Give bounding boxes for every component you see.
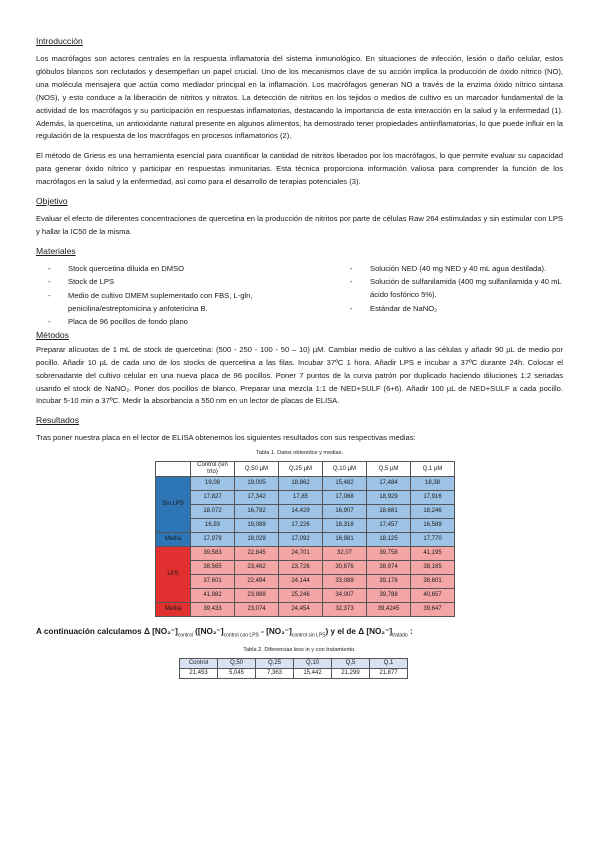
table-cell: 18,125 bbox=[367, 533, 411, 547]
list-item: - Stock quercetina diluida en DMSO bbox=[36, 263, 308, 276]
table-cell: 5,045 bbox=[218, 668, 256, 678]
table-cell: 18,246 bbox=[411, 505, 455, 519]
intro-paragraph-2: El método de Griess es una herramienta esencial para cuantificar la cantidad de nitritos liberados por los macrófagos, lo que permite evaluar su capacidad para generar óxido nítrico y participar en respuestas inmunitarias. Esta técnica proporciona información valiosa para comprender la función de los macrófagos en la salud y la enfermedad, así como para el desarrollo de terapias potenciales (3). bbox=[36, 151, 563, 187]
table-cell: 18,318 bbox=[323, 519, 367, 533]
table-cell: 23,988 bbox=[235, 589, 279, 603]
table-cell: 17,770 bbox=[411, 533, 455, 547]
table-header-cell: Q,10 µM bbox=[323, 462, 367, 477]
row-group-label: Media bbox=[156, 603, 191, 617]
metodos-heading: Métodos bbox=[36, 329, 69, 340]
metodos-section bbox=[36, 330, 563, 409]
resultados-section bbox=[36, 415, 563, 679]
table-cell: 19,005 bbox=[235, 477, 279, 491]
objetivo-section bbox=[36, 196, 563, 239]
table-cell: 39,647 bbox=[411, 603, 455, 617]
table-header-cell: Q,1 bbox=[370, 658, 408, 668]
table-cell: 24,144 bbox=[279, 575, 323, 589]
materiales-right-list bbox=[338, 263, 563, 330]
table-cell: 21,299 bbox=[332, 668, 370, 678]
resultados-intro: Tras poner nuestra placa en el lector de ELISA obtenemos los siguientes resultados con sus respectivas medias: bbox=[36, 433, 416, 443]
table-row bbox=[156, 547, 455, 561]
table-cell: 18,072 bbox=[191, 505, 235, 519]
table-cell: 16,907 bbox=[323, 505, 367, 519]
table-cell: 38,601 bbox=[411, 575, 455, 589]
table-row bbox=[156, 533, 455, 547]
table-cell: 39,4245 bbox=[367, 603, 411, 617]
intro-paragraph-1: Los macrófagos son actores centrales en la respuesta inflamatoria del sistema inmunológico. En situaciones de infección, lesión o daño celular, estos glóbulos blancos son reclutados y desempeñan un papel crucial. Uno de los mecanismos clave de su acción implica la producción de óxido nítrico (NO), una molécula mensajera que actúa como mediador principal en la inflamación. Los macrófagos generan NO a través de la enzima óxido nítrico sintasa (NOS), y esto conduce a la liberación de nitritos y nitratos. La detección de nitritos en los tejidos o medios de cultivo es un marcador fundamental de la actividad de los macrófagos y su participación en respuestas inflamatorias, destacando la importancia de esta interacción en la salud y la enfermedad (1). Además, la quercetina, un antioxidante natural presente en algunos alimentos, ha demostrado tener propiedades antiinflamatorias, lo que puede influir en la regulación de la respuesta de los macrófagos en procesos inflamatorios (2). bbox=[36, 54, 563, 141]
table-row bbox=[156, 589, 455, 603]
table-cell: 7,363 bbox=[256, 668, 294, 678]
table-cell: 15,442 bbox=[294, 668, 332, 678]
table-cell: 40,657 bbox=[411, 589, 455, 603]
document-page bbox=[36, 36, 563, 679]
table-header-cell: Q,50 bbox=[218, 658, 256, 668]
table-cell: 34,007 bbox=[323, 589, 367, 603]
table-header-cell: Q,5 bbox=[332, 658, 370, 668]
table-header-cell: Control (sin trto) bbox=[191, 462, 235, 477]
table2-caption: Tabla 2. Diferencias less in y con tratamiento. bbox=[243, 646, 356, 653]
table-row bbox=[180, 668, 408, 678]
list-item: - Estándar de NaNO₂ bbox=[338, 303, 563, 316]
table-cell: 18,38 bbox=[411, 477, 455, 491]
table-row bbox=[156, 505, 455, 519]
table-header-cell: Q,10 bbox=[294, 658, 332, 668]
materiales-heading: Materiales bbox=[36, 245, 76, 256]
table-cell: 23,074 bbox=[235, 603, 279, 617]
table-row bbox=[156, 477, 455, 491]
table-row bbox=[156, 561, 455, 575]
table-cell: 17,916 bbox=[411, 491, 455, 505]
table-header-cell: Q,50 µM bbox=[235, 462, 279, 477]
table-cell: 19,09 bbox=[191, 477, 235, 491]
table-header-cell: Q,1 µM bbox=[411, 462, 455, 477]
list-item: - Solución NED (40 mg NED y 40 mL agua destilada). bbox=[338, 263, 563, 276]
table-cell: 17,457 bbox=[367, 519, 411, 533]
resultados-heading: Resultados bbox=[36, 415, 79, 426]
table-cell: 38,974 bbox=[367, 561, 411, 575]
table-cell: 32,373 bbox=[323, 603, 367, 617]
table-cell: 41,982 bbox=[191, 589, 235, 603]
list-item: - Stock de LPS bbox=[36, 276, 308, 289]
table-cell: 41,195 bbox=[411, 547, 455, 561]
table-header-cell: Q,25 µM bbox=[279, 462, 323, 477]
table-cell: 24,454 bbox=[279, 603, 323, 617]
table-cell: 39,433 bbox=[191, 603, 235, 617]
table-cell: 32,07 bbox=[323, 547, 367, 561]
table-cell: 16,782 bbox=[235, 505, 279, 519]
table-cell: 22,494 bbox=[235, 575, 279, 589]
table-corner bbox=[156, 462, 191, 477]
row-group-label: LPS bbox=[156, 547, 191, 603]
table-cell: 23,462 bbox=[235, 561, 279, 575]
table-cell: 37,601 bbox=[191, 575, 235, 589]
table-cell: 39,788 bbox=[367, 589, 411, 603]
table-row bbox=[156, 603, 455, 617]
table-cell: 16,981 bbox=[323, 533, 367, 547]
differences-table bbox=[179, 658, 408, 679]
table-cell: 18,029 bbox=[235, 533, 279, 547]
materiales-left-list bbox=[36, 263, 308, 330]
materiales-section bbox=[36, 246, 563, 330]
intro-section bbox=[36, 36, 563, 189]
table-cell: 18,681 bbox=[367, 505, 411, 519]
table-cell: 17,85 bbox=[279, 491, 323, 505]
table-cell: 24,701 bbox=[279, 547, 323, 561]
table-cell: 23,726 bbox=[279, 561, 323, 575]
intro-heading: Introducción bbox=[36, 36, 83, 46]
table-cell: 38,185 bbox=[411, 561, 455, 575]
delta-formula: A continuación calculamos Δ $[NO_2^-]_{control}$ $([NO_2^-]_{control con LPS} - [NO_2^-]_{control sin LPS})$ y el de Δ $[NO_2^-]_{tratado}$ : bbox=[36, 627, 413, 639]
row-group-label: Media bbox=[156, 533, 191, 547]
objetivo-heading: Objetivo bbox=[36, 196, 68, 207]
table-cell: 33,089 bbox=[323, 575, 367, 589]
table-cell: 21,877 bbox=[370, 668, 408, 678]
table-cell: 17,979 bbox=[191, 533, 235, 547]
table-cell: 17,068 bbox=[323, 491, 367, 505]
table-cell: 17,827 bbox=[191, 491, 235, 505]
table-cell: 21,453 bbox=[180, 668, 218, 678]
materiales-list bbox=[36, 263, 563, 330]
table-cell: 30,876 bbox=[323, 561, 367, 575]
table-row bbox=[156, 491, 455, 505]
table-cell: 18,862 bbox=[279, 477, 323, 491]
list-item: - Placa de 96 pocillos de fondo plano bbox=[36, 316, 308, 329]
table-cell: 39,583 bbox=[191, 547, 235, 561]
table-cell: 17,226 bbox=[279, 519, 323, 533]
table-header-row bbox=[180, 658, 408, 668]
row-group-label: Sin LPS bbox=[156, 477, 191, 533]
table-cell: 16,589 bbox=[411, 519, 455, 533]
table-cell: 38,565 bbox=[191, 561, 235, 575]
table-cell: 17,342 bbox=[235, 491, 279, 505]
table-cell: 39,758 bbox=[367, 547, 411, 561]
table-cell: 25,246 bbox=[279, 589, 323, 603]
table-cell: 22,845 bbox=[235, 547, 279, 561]
table-row bbox=[156, 575, 455, 589]
table-header-cell: Q,5 µM bbox=[367, 462, 411, 477]
table-cell: 39,178 bbox=[367, 575, 411, 589]
results-table bbox=[155, 461, 455, 617]
table-cell: 19,089 bbox=[235, 519, 279, 533]
metodos-text: Preparar alícuotas de 1 mL de stock de quercetina: (500 - 250 - 100 - 50 – 10) µM. Cambiar medio de cultivo a las células y añadir 90 µL de medio por pocillo. Añadir 10 µL de cada uno de los stocks de quercetina a las filas. Incubar 37ºC 1 hora. Añadir LPS e incubar a 37ºC durante 24h. Colocar el sobrenadante del cultivo celular en una nueva placa de 96 pocillos. Poner 7 puntos de la curva patrón por duplicado haciendo diluciones 1:2 seriadas usando el stock de NaNO₂. Poner dos pocillos de blanco. Preparar una mezcla 1:1 de NED+SULF (6+6). Añadir 100 µL de NED+SULF a cada pocillo. Incubar 5-10 min a 37ºC. Medir la absorbancia a 550 nm en un lector de placas de ELISA. bbox=[36, 344, 563, 406]
table-header-row bbox=[156, 462, 455, 477]
table-row bbox=[156, 519, 455, 533]
table-header-cell: Control bbox=[180, 658, 218, 668]
table-cell: 17,484 bbox=[367, 477, 411, 491]
table-cell: 15,482 bbox=[323, 477, 367, 491]
objetivo-text: Evaluar el efecto de diferentes concentraciones de quercetina en la producción de nitritos por parte de células Raw 264 estimuladas y sin estimular con LPS y hallar la IC50 de la misma. bbox=[36, 214, 563, 236]
table-cell: 17,092 bbox=[279, 533, 323, 547]
table-cell: 16,93 bbox=[191, 519, 235, 533]
table1-caption: Tabla 1. Datos obtenidos y medias. bbox=[255, 450, 344, 457]
table-header-cell: Q,25 bbox=[256, 658, 294, 668]
table-cell: 14,429 bbox=[279, 505, 323, 519]
table-cell: 18,929 bbox=[367, 491, 411, 505]
list-item: - Medio de cultivo DMEM suplementado con FBS, L-gln, penicilina/estreptomicina y anfotericina B. bbox=[36, 290, 308, 315]
list-item: - Solución de sulfanilamida (400 mg sulfanilamida y 40 mL ácido fosfórico 5%). bbox=[338, 276, 563, 301]
